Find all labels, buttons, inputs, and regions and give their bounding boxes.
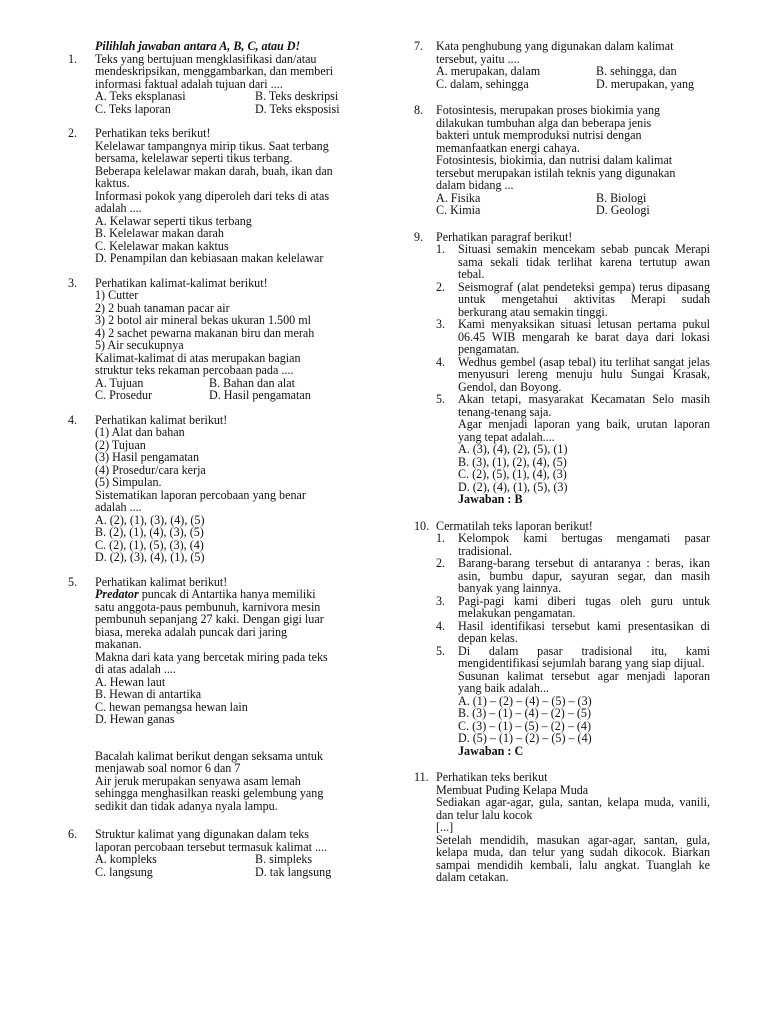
question-text: (2) Tujuan (95, 437, 146, 452)
option-c[interactable]: C. Prosedur (95, 388, 153, 402)
question-text: dalam bidang ... (436, 178, 514, 192)
question-text: makanan. (95, 637, 142, 651)
option-a[interactable]: A. (2), (1), (3), (4), (5) (95, 512, 205, 527)
question-text: 5) Air secukupnya (95, 338, 184, 352)
question-5 (60, 576, 372, 726)
recipe-paragraph: Sediakan agar-agar, gula, santan, kelapa muda, vanili, dan telur lalu kocok (436, 795, 710, 822)
option-d[interactable]: D. (5) – (1) – (2) – (5) – (4) (458, 731, 592, 745)
question-text: biasa, mereka adalah puncak dari jaring (95, 624, 288, 639)
question-text: adalah .... (95, 201, 142, 215)
question-text: Struktur kalimat yang digunakan dalam teks (95, 827, 309, 841)
item-number: 1. (436, 242, 446, 256)
option-c[interactable]: C. Kimia (436, 203, 481, 217)
question-text: Fotosintesis, biokimia, dan nutrisi dalam kalimat (436, 153, 673, 167)
question-text: Kalimat-kalimat di atas merupakan bagian (95, 350, 301, 365)
option-d[interactable]: D. Hewan ganas (95, 712, 175, 726)
option-b[interactable]: B. sehingga, dan (596, 64, 677, 78)
question-text: laporan percobaan tersebut termasuk kalimat .... (95, 839, 328, 854)
question-number: 3. (68, 275, 78, 290)
question-number: 2. (68, 126, 78, 140)
answer-key: Jawaban : C (458, 743, 524, 758)
options (436, 65, 710, 90)
question-text: (3) Hasil pengamatan (95, 450, 200, 464)
question-text: struktur teks rekaman percobaan pada .... (95, 363, 294, 377)
question-text: Agar menjadi laporan yang baik, urutan laporan yang tepat adalah.... (458, 417, 710, 444)
item-number: 1. (436, 531, 446, 545)
instruction: Pilihlah jawaban antara A, B, C, atau D! (95, 39, 301, 53)
question-text (95, 588, 372, 601)
option-d[interactable]: D. tak langsung (255, 864, 332, 879)
options (95, 853, 372, 878)
list-item (436, 356, 710, 394)
question-text: (5) Simpulan. (95, 475, 162, 489)
option-c[interactable]: C. (2), (5), (1), (4), (3) (458, 467, 567, 481)
option-c[interactable]: C. hewan pemangsa hewan lain (95, 699, 248, 714)
question-11 (410, 771, 710, 884)
question-text: Beberapa kelelawar makan darah, buah, ikan dan (95, 163, 333, 178)
question-text: informasi faktual adalah tujuan dari .... (95, 76, 283, 91)
list-item (436, 557, 710, 595)
right-column (410, 40, 710, 896)
item-number: 4. (436, 618, 446, 633)
left-column (60, 40, 372, 890)
question-10 (410, 520, 710, 758)
question-number: 11. (414, 770, 429, 784)
item-text: Kami menyaksikan situasi letusan pertama pukul 06.45 WIB mengarah ke barat daya dari lokasi pengamatan. (458, 317, 710, 356)
answer-key: Jawaban : B (458, 492, 523, 506)
question-number: 1. (68, 51, 78, 66)
question-number: 8. (414, 103, 424, 117)
question-7 (410, 40, 710, 90)
list-item (436, 243, 710, 281)
sentence-list (436, 532, 710, 670)
option-b[interactable]: B. Biologi (596, 190, 647, 205)
option-b[interactable]: B. (3) – (1) – (4) – (2) – (5) (458, 706, 591, 720)
option-b[interactable]: B. Teks deskripsi (255, 89, 339, 103)
passage-text: sehingga menghasilkan reaski gelembung yang (95, 786, 324, 800)
option-b[interactable]: B. Bahan dan alat (209, 375, 295, 390)
list-item (436, 645, 710, 670)
question-text: tersebut merupakan istilah teknis yang digunakan (436, 165, 676, 180)
italic-word: Predator (95, 587, 139, 601)
question-text: pembunuh sepanjang 27 kaki. Dengan gigi luar (95, 612, 324, 626)
option-a[interactable]: A. Kelawar seperti tikus terbang (95, 213, 252, 228)
passage (60, 750, 372, 813)
item-number: 5. (436, 392, 446, 406)
question-4 (60, 414, 372, 564)
question-text: Sistematikan laporan percobaan yang benar (95, 487, 306, 502)
item-number: 2. (436, 556, 446, 570)
question-text: 2) 2 buah tanaman pacar air (95, 300, 230, 315)
option-c[interactable]: C. (3) – (1) – (5) – (2) – (4) (458, 718, 591, 733)
option-c[interactable]: C. langsung (95, 864, 153, 879)
option-b[interactable]: B. (3), (1), (2), (4), (5) (458, 454, 567, 469)
question-text: Makna dari kata yang bercetak miring pada teks (95, 649, 328, 664)
question-text: 4) 2 sachet pewarna makanan biru dan merah (95, 325, 315, 340)
passage-text: menjawab soal nomor 6 dan 7 (95, 761, 241, 775)
question-6 (60, 828, 372, 878)
item-number: 4. (436, 354, 446, 369)
question-text: Kelelawar tampangnya mirip tikus. Saat terbang (95, 138, 329, 153)
option-c[interactable]: C. (2), (1), (5), (3), (4) (95, 537, 204, 552)
question-text: Perhatikan kalimat-kalimat berikut! (95, 275, 268, 290)
question-3 (60, 277, 372, 402)
options (95, 90, 372, 115)
question-2 (60, 127, 372, 265)
question-text-rest: puncak di Antartika hanya memiliki (138, 587, 316, 601)
question-text: mendeskripsikan, menggambarkan, dan memberi (95, 64, 334, 78)
item-text: Akan tetapi, masyarakat Kecamatan Selo masih tenang-tenang saja. (458, 392, 710, 419)
item-text: Seismograf (alat pendeteksi gempa) terus dipasang untuk mengetahui aktivitas Merapi sudah berkurang atau semakin tinggi. (458, 279, 710, 319)
question-body (436, 418, 710, 506)
question-text: bersama, kelelawar seperti tikus terbang. (95, 151, 293, 165)
option-a[interactable]: A. Tujuan (95, 375, 144, 390)
item-text: Situasi semakin mencekam sebab puncak Merapi sama sekali tidak terlihat karena tertutup awan tebal. (458, 242, 710, 281)
list-item (436, 393, 710, 418)
question-text: Perhatikan teks berikut! (95, 126, 211, 140)
option-b[interactable]: B. Kelelawar makan darah (95, 226, 224, 240)
list-item (436, 532, 710, 557)
question-title: Perhatikan paragraf berikut! (436, 229, 573, 244)
question-number: 7. (414, 39, 424, 53)
list-item (436, 281, 710, 319)
option-d[interactable]: D. (2), (4), (1), (5), (3) (458, 479, 568, 494)
option-d[interactable]: D. Hasil pengamatan (209, 388, 311, 402)
passage-text: Bacalah kalimat berikut dengan seksama untuk (95, 748, 324, 763)
item-text: Pagi-pagi kami diberi tugas oleh guru untuk melakukan pengamatan. (458, 593, 710, 620)
question-1 (60, 53, 372, 116)
option-c[interactable]: C. Kelelawar makan kaktus (95, 238, 229, 253)
item-number: 3. (436, 593, 446, 608)
question-text: (1) Alat dan bahan (95, 425, 185, 439)
question-text: satu anggota-paus pembunuh, karnivora mesin (95, 599, 321, 614)
question-number: 10. (414, 518, 430, 533)
options (436, 192, 710, 217)
recipe-paragraph: Setelah mendidih, masukan agar-agar, santan, gula, kelapa muda, dan telur yang sudah dikocok. Biarkan sampai mendidih kembali, lalu angkat. Tuanglah ke dalam cetakan. (436, 832, 710, 884)
question-body (436, 670, 710, 758)
question-number: 9. (414, 229, 424, 244)
item-number: 5. (436, 643, 446, 658)
option-a[interactable]: A. (1) – (2) – (4) – (5) – (3) (458, 693, 592, 708)
option-a[interactable]: A. Teks eksplanasi (95, 89, 186, 103)
question-9 (410, 231, 710, 506)
option-d[interactable]: D. merupakan, yang (596, 76, 695, 91)
question-text: 3) 2 botol air mineral bekas ukuran 1.500 ml (95, 313, 311, 327)
question-text: Teks yang bertujuan mengklasifikasi dan/atau (95, 51, 317, 66)
question-number: 6. (68, 827, 78, 841)
option-b[interactable]: B. simpleks (255, 852, 313, 866)
sentence-list (436, 243, 710, 418)
question-text: Fotosintesis, merupakan proses biokimia yang (436, 103, 661, 117)
option-d[interactable]: D. Teks eksposisi (255, 101, 340, 116)
question-text: tersebut, yaitu .... (436, 51, 520, 66)
question-text: Susunan kalimat tersebut agar menjadi laporan yang baik adalah... (458, 668, 710, 695)
question-title: Perhatikan kalimat berikut! (95, 574, 228, 589)
option-b[interactable]: B. Hewan di antartika (95, 687, 202, 701)
question-text: kaktus. (95, 176, 130, 190)
question-text: Kata penghubung yang digunakan dalam kalimat (436, 39, 674, 53)
passage-text: Air jeruk merupakan senyawa asam lemah (95, 773, 301, 788)
question-8 (410, 104, 710, 217)
option-a[interactable]: A. kompleks (95, 852, 157, 866)
question-text: (4) Prosedur/cara kerja (95, 462, 206, 477)
question-text: 1) Cutter (95, 288, 139, 302)
list-item (436, 595, 710, 620)
question-text: adalah .... (95, 500, 142, 514)
option-a[interactable]: A. Hewan laut (95, 674, 166, 689)
recipe-title: Membuat Puding Kelapa Muda (436, 782, 589, 797)
question-text: di atas adalah .... (95, 662, 176, 676)
item-text: Barang-barang tersebut di antaranya : beras, ikan asin, bumbu dapur, sayuran segar, dan masih banyak yang lainnya. (458, 556, 710, 595)
option-c[interactable]: C. dalam, sehingga (436, 76, 529, 91)
item-text: Kelompok kami bertugas mengamati pasar tradisional. (458, 531, 710, 558)
item-text: Di dalam pasar tradisional itu, kami mengidentifikasi sejumlah barang yang siap dijual. (458, 643, 710, 670)
option-d[interactable]: D. Penampilan dan kebiasaan makan kelelawar (95, 251, 324, 265)
option-b[interactable]: B. (2), (1), (4), (3), (5) (95, 525, 204, 539)
recipe-ellipsis: [...] (436, 820, 454, 834)
question-title: Cermatilah teks laporan berikut! (436, 518, 593, 533)
list-item (436, 318, 710, 356)
question-title: Perhatikan teks berikut (436, 770, 548, 784)
option-d[interactable]: D. Geologi (596, 203, 650, 217)
question-text: memanfaatkan energi cahaya. (436, 140, 580, 155)
question-number: 4. (68, 412, 78, 427)
options (95, 377, 372, 402)
item-text: Hasil identifikasi tersebut kami presentasikan di depan kelas. (458, 618, 710, 645)
question-number: 5. (68, 574, 78, 589)
question-text: Perhatikan kalimat berikut! (95, 412, 228, 427)
option-a[interactable]: A. Fisika (436, 190, 481, 205)
question-text: Informasi pokok yang diperoleh dari teks di atas (95, 188, 330, 203)
passage-text: sedikit dan tidak adanya nyala lampu. (95, 798, 278, 813)
question-text: bakteri untuk memproduksi nutrisi dengan (436, 128, 642, 142)
item-number: 2. (436, 279, 446, 294)
option-a[interactable]: A. (3), (4), (2), (5), (1) (458, 442, 568, 456)
question-text: dilakukan tumbuhan alga dan beberapa jenis (436, 115, 652, 130)
option-d[interactable]: D. (2), (3), (4), (1), (5) (95, 550, 205, 564)
item-text: Wedhus gembel (asap tebal) itu terlihat sangat jelas menyusuri lereng menuju hulu Sungai Krasak, Gendol, dan Boyong. (458, 354, 710, 394)
item-number: 3. (436, 317, 446, 331)
list-item (436, 620, 710, 645)
option-c[interactable]: C. Teks laporan (95, 101, 171, 116)
option-a[interactable]: A. merupakan, dalam (436, 64, 541, 78)
